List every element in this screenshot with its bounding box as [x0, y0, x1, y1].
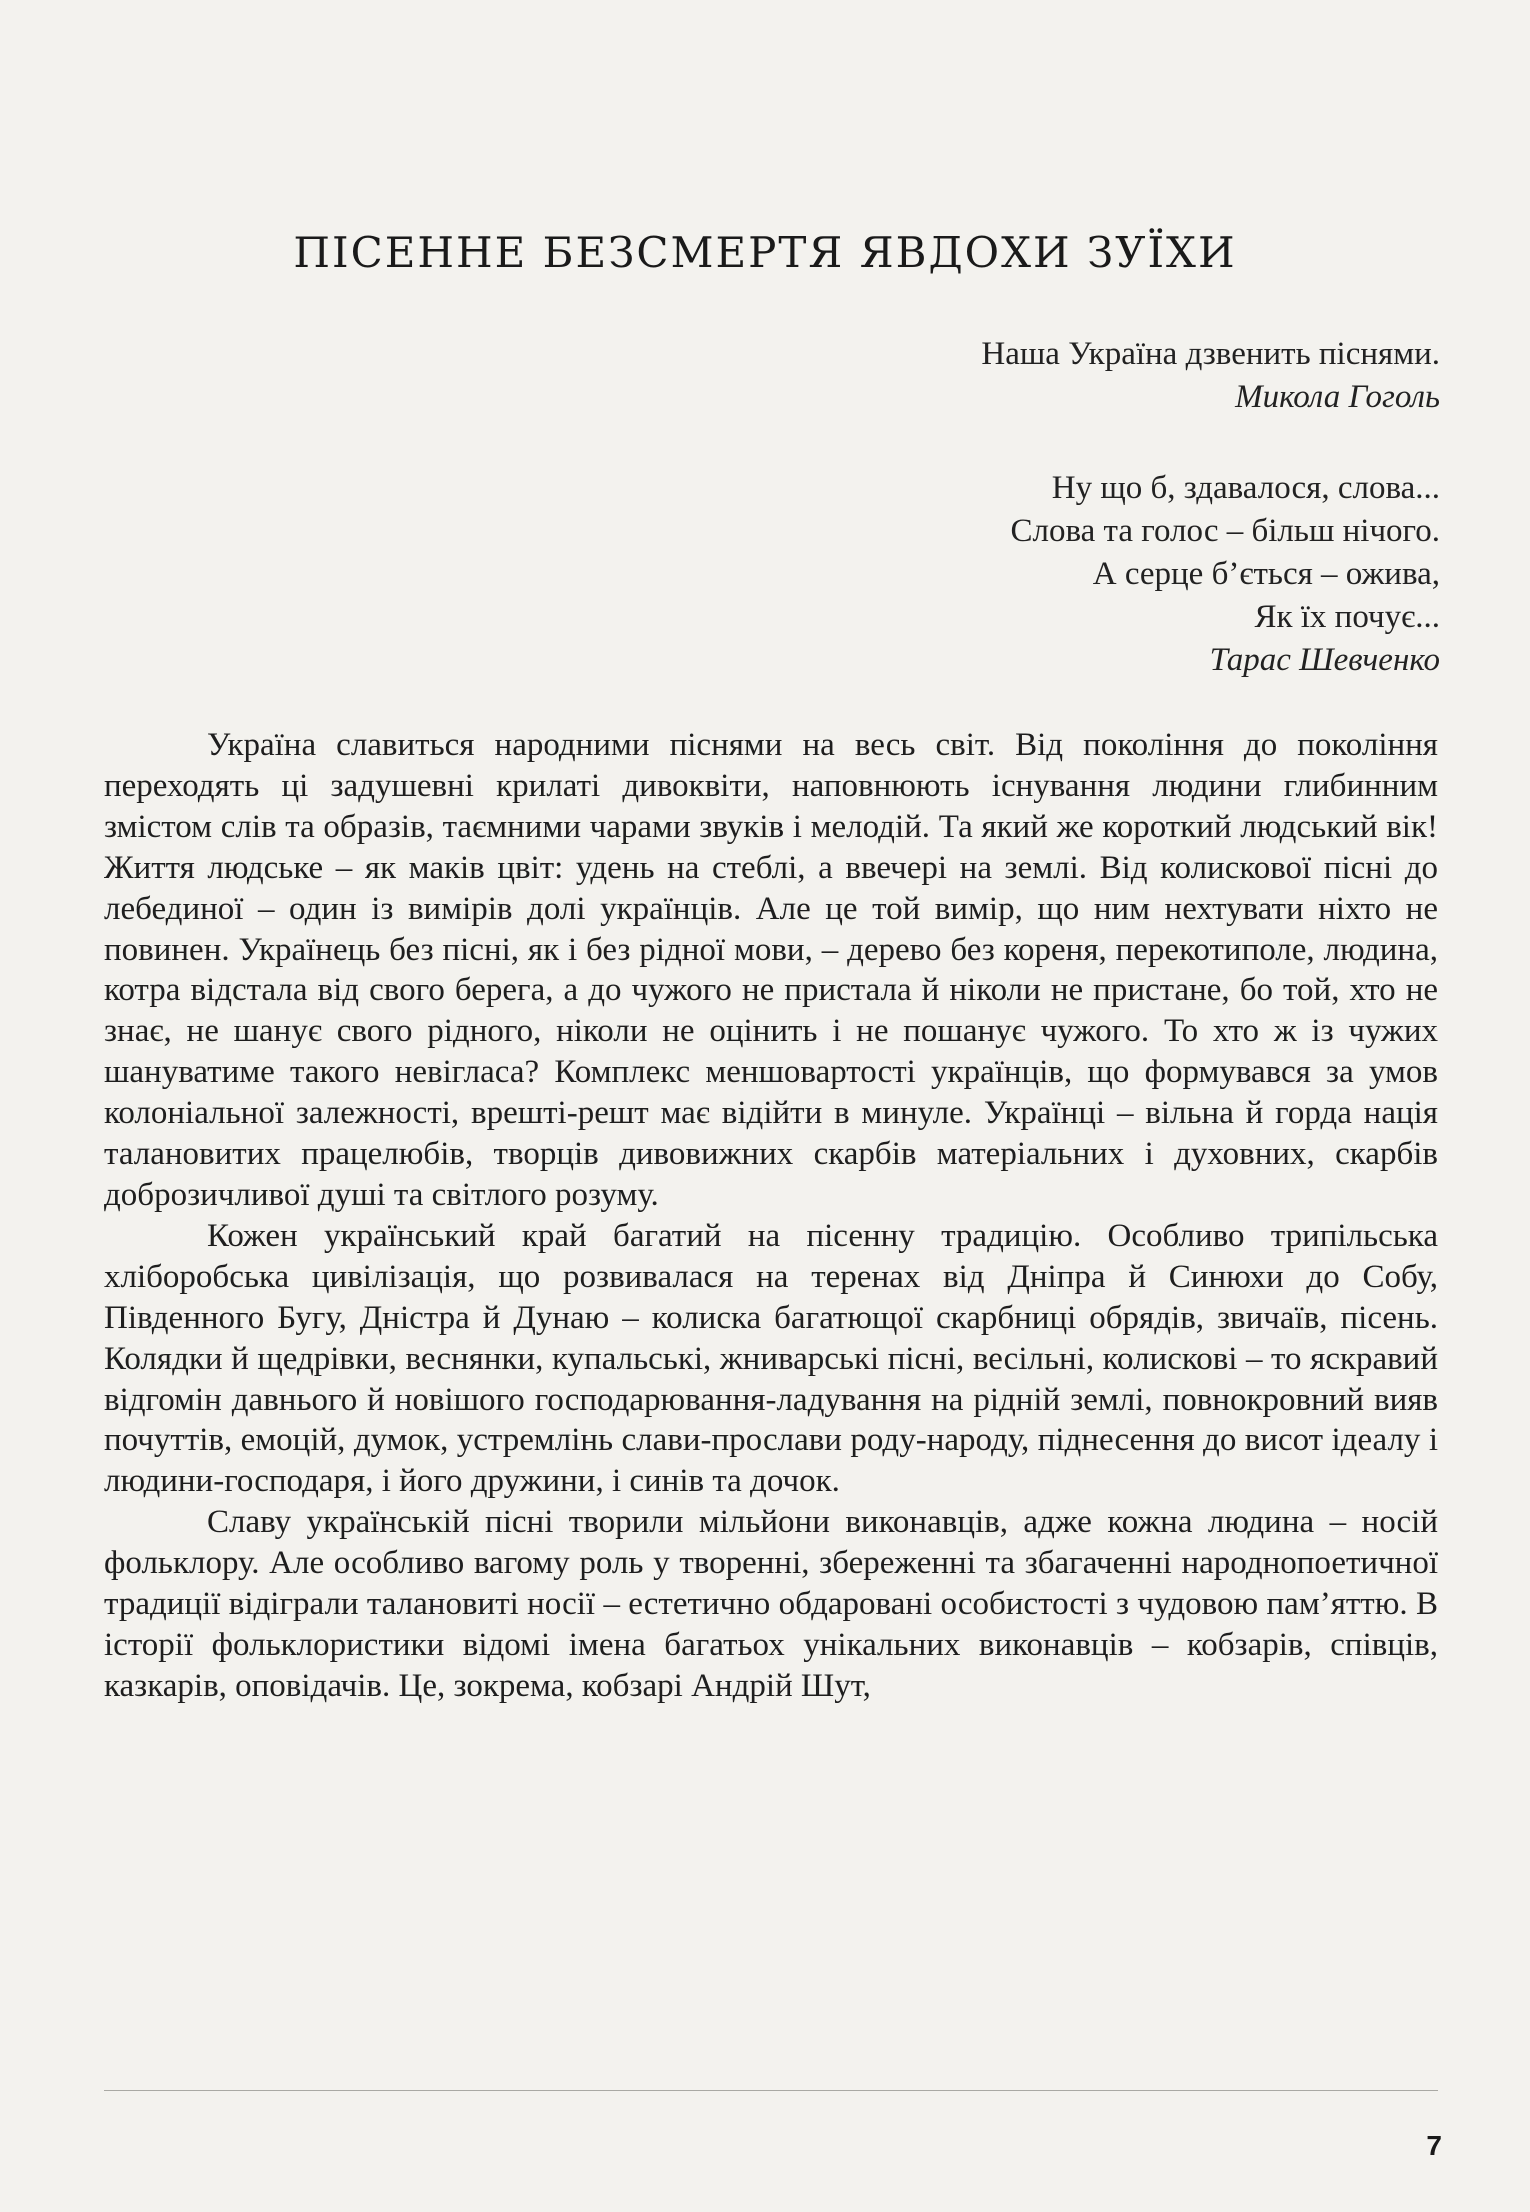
epigraph-line: Ну що б, здавалося, слова... [1051, 470, 1440, 506]
footer-divider [104, 2090, 1438, 2091]
epigraph-author: Микола Гоголь [1235, 379, 1440, 415]
epigraph-line: А серце б’ється – ожива, [1092, 556, 1440, 592]
paragraph: Кожен український край багатий на пісенну традицію. Особливо трипільська хліборобська цивілізація, що розвивалася на теренах від Дніпра й Синюхи до Собу, Південного Бугу, Дністра й Дунаю – колиска багатющої скарбниці обрядів, звичаїв, пісень. Колядки й щедрівки, веснянки, купальські, жниварські пісні, весільні, колискові – то яскравий відгомін давнього й новішого господарювання-ладування на рідній землі, повнокровний вияв почуттів, емоцій, думок, устремлінь слави-прослави роду-народу, піднесення до висот ідеалу і людини-господаря, і його дружини, і синів та дочок. [104, 1217, 1438, 1500]
epigraph-line: Слова та голос – більш нічого. [1010, 513, 1440, 549]
paragraph: Славу українській пісні творили мільйони виконавців, адже кожна людина – носій фольклору. Але особливо вагому роль у творенні, збереженні та збагаченні народнопоетичної традиції відіграли талановиті носії – естетично обдаровані особистості з чудовою пам’яттю. В історії фольклористики відомі імена багатьох унікальних виконавців – кобзарів, співців, казкарів, оповідачів. Це, зокрема, кобзарі Андрій Шут, [104, 1504, 1438, 1704]
paragraph: Україна славиться народними піснями на весь світ. Від покоління до покоління переходять ці задушевні крилаті дивоквіти, наповнюють існування людини глибинним змістом слів та образів, таємними чарами звуків і мелодій. Та який же короткий людський вік! Життя людське – як маків цвіт: удень на стеблі, а ввечері на землі. Від колискової пісні до лебединої – один із вимірів долі українців. Але це той вимір, що ним нехтувати ніхто не повинен. Українець без пісні, як і без рідної мови, – дерево без кореня, перекотиполе, людина, котра відстала від свого берега, а до чужого не пристала й ніколи не пристане, бо той, хто не знає, не шанує свого рідного, ніколи не оцінить і не пошанує чужого. То хто ж із чужих шануватиме такого невігласа? Комплекс меншовартості українців, що формувався за умов колоніальної залежності, врешті-решт має відійти в минуле. Українці – вільна й горда нація талановитих працелюбів, творців дивовижних скарбів матеріальних і духовних, скарбів доброзичливої душі та світлого розуму. [104, 727, 1438, 1213]
body-text [104, 725, 1438, 1707]
epigraph-shevchenko [981, 467, 1440, 682]
page-number: 7 [1426, 2130, 1442, 2161]
chapter-title: ПІСЕННЕ БЕЗСМЕРТЯ ЯВДОХИ ЗУЇХИ [293, 228, 1237, 277]
epigraph-author: Тарас Шевченко [1209, 642, 1440, 678]
epigraphs [981, 333, 1440, 682]
epigraph-gogol [981, 333, 1440, 419]
epigraph-line: Наша Україна дзвенить піснями. [981, 336, 1440, 372]
epigraph-line: Як їх почує... [1254, 599, 1440, 635]
